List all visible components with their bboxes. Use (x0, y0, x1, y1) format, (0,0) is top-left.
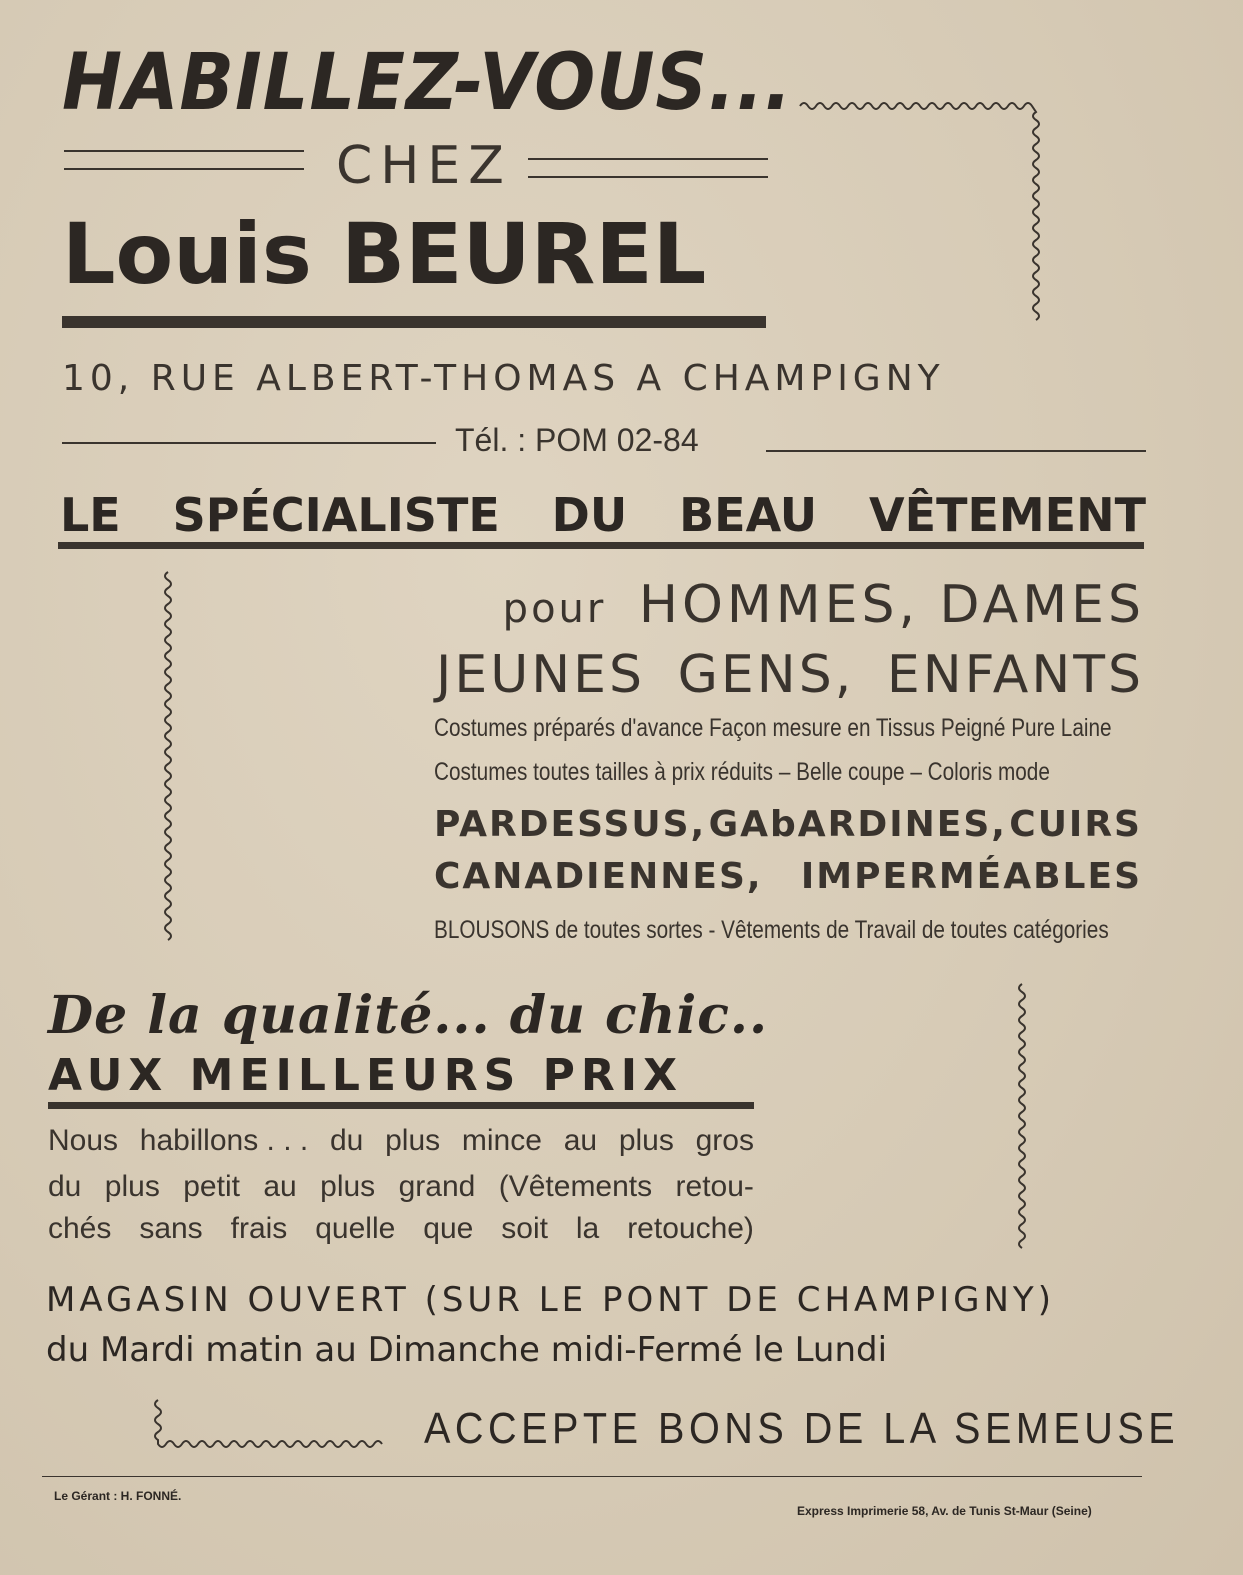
rule-left-bottom (64, 168, 304, 170)
hommes-dames: HOMMES, DAMES (638, 575, 1145, 635)
fit-text-line-3 (48, 1212, 754, 1246)
fit-word: petit (183, 1170, 240, 1203)
quality-tagline: De la qualité... du chic.. (48, 985, 769, 1046)
telephone: Tél. : POM 02-84 (455, 422, 699, 458)
fit-word: du (329, 1124, 364, 1157)
headline: HABILLEZ-VOUS... (62, 38, 793, 128)
fit-word: chés (48, 1212, 112, 1245)
specialist-word: VÊTEMENT (869, 488, 1146, 542)
rule-right-bottom (528, 176, 768, 178)
shop-name: Louis BEUREL (62, 205, 707, 303)
pour-word: pour (502, 586, 607, 632)
fit-word: quelle (315, 1212, 396, 1245)
fit-word: soit (501, 1212, 548, 1245)
shop-address: 10, RUE ALBERT-THOMAS A CHAMPIGNY (62, 358, 945, 399)
costumes-line-1: Costumes préparés d'avance Façon mesure en Tissus Peigné Pure Laine (434, 714, 1112, 742)
decorative-bottom-squiggle (152, 1400, 392, 1460)
fit-word: du (48, 1170, 82, 1203)
opening-hours: du Mardi matin au Dimanche midi-Fermé le Lundi (46, 1330, 888, 1370)
fit-word: la (575, 1212, 600, 1245)
products-line-2 (434, 856, 1142, 897)
fit-word: mince (461, 1124, 542, 1157)
fit-word: sans (139, 1212, 203, 1245)
product-word: IMPERMÉABLES (800, 856, 1142, 897)
decorative-corner-squiggle (800, 98, 1050, 338)
fit-word: retou- (675, 1170, 754, 1203)
jeunes-word: GENS, (677, 645, 855, 705)
jeunes-gens-enfants (436, 645, 1144, 705)
fit-word: que (423, 1212, 474, 1245)
product-word: CUIRS (1009, 804, 1142, 845)
printer-credit: Express Imprimerie 58, Av. de Tunis St-Maur (Seine) (797, 1504, 1092, 1518)
fit-word: plus (618, 1124, 674, 1157)
footer-rule (42, 1476, 1142, 1477)
fit-word: plus (104, 1170, 160, 1203)
fit-word: plus (320, 1170, 376, 1203)
tel-rule-right (766, 450, 1146, 452)
specialist-word: LE (60, 488, 121, 542)
pour-hommes-dames (503, 575, 1145, 635)
fit-word: frais (230, 1212, 288, 1245)
rule-left-top (64, 150, 304, 152)
rule-right-top (528, 158, 768, 160)
fit-word: au (563, 1124, 598, 1157)
fit-text-line-2 (48, 1170, 754, 1204)
specialist-underline (58, 542, 1144, 549)
specialist-word: DU (551, 488, 628, 542)
specialist-word: SPÉCIALISTE (172, 488, 500, 542)
decorative-vertical-squiggle-left (158, 572, 178, 952)
best-prices-underline (48, 1102, 754, 1109)
products-line-1 (434, 804, 1142, 845)
specialist-word: BEAU (679, 488, 818, 542)
fit-text-line-1 (48, 1124, 754, 1158)
product-word: GAbARDINES, (708, 804, 1007, 845)
best-prices-heading: AUX MEILLEURS PRIX (48, 1050, 684, 1101)
jeunes-word: JEUNES (436, 645, 646, 705)
blousons-line: BLOUSONS de toutes sortes - Vêtements de Travail de toutes catégories (434, 916, 1109, 944)
name-underline (62, 316, 766, 328)
fit-word: gros (695, 1124, 754, 1157)
fit-word: grand (398, 1170, 476, 1203)
chez-label: CHEZ (336, 136, 512, 196)
decorative-vertical-squiggle-right (1012, 984, 1032, 1254)
tel-rule-left (62, 442, 436, 444)
manager-credit: Le Gérant : H. FONNÉ. (54, 1489, 182, 1503)
fit-word: plus (385, 1124, 441, 1157)
specialist-heading (60, 488, 1146, 542)
fit-word: (Vêtements (498, 1170, 653, 1203)
fit-word: retouche) (627, 1212, 754, 1245)
fit-word: habillons . . . (139, 1124, 309, 1157)
shop-open-line: MAGASIN OUVERT (SUR LE PONT DE CHAMPIGNY) (46, 1280, 1055, 1320)
accepts-vouchers: ACCEPTE BONS DE LA SEMEUSE (424, 1404, 1180, 1453)
costumes-line-2: Costumes toutes tailles à prix réduits – Belle coupe – Coloris mode (434, 758, 1050, 786)
fit-word: Nous (48, 1124, 119, 1157)
product-word: CANADIENNES, (434, 856, 763, 897)
jeunes-word: ENFANTS (886, 645, 1144, 705)
fit-word: au (263, 1170, 297, 1203)
product-word: PARDESSUS, (434, 804, 707, 845)
